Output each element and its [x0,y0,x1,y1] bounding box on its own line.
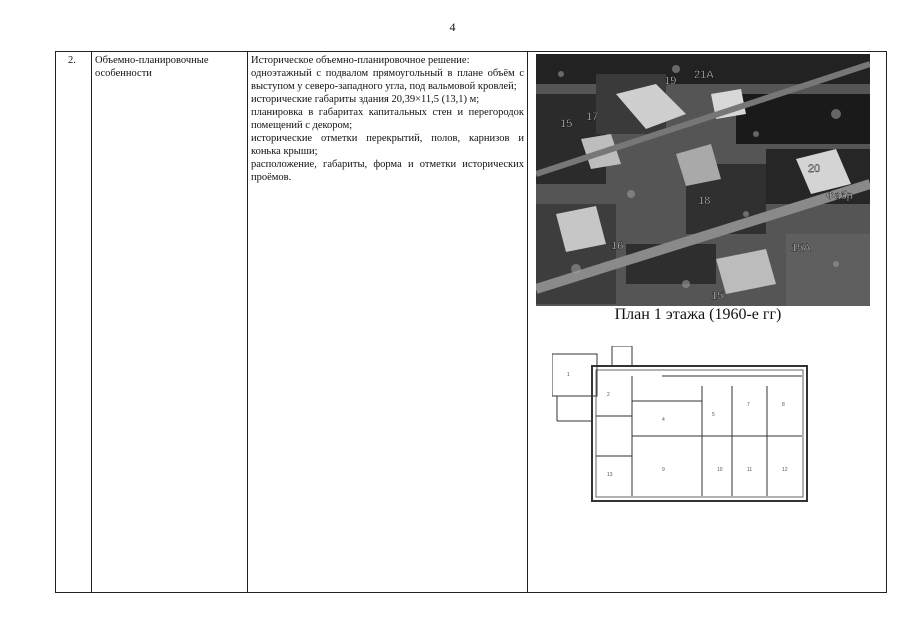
page-number: 4 [449,20,456,34]
svg-text:2: 2 [607,392,610,398]
svg-text:8: 8 [782,402,785,408]
aerial-label: 20 [808,163,821,175]
description-line: расположение, габариты, форма и отметки исторических проёмов. [251,159,524,183]
svg-text:7: 7 [747,402,750,408]
svg-text:12: 12 [782,467,788,473]
svg-text:10: 10 [717,467,723,473]
description-line: исторические отметки перекрытий, полов, карнизов и конька крыши; [251,133,524,157]
aerial-label: Фабр [826,190,853,202]
table-row [56,52,887,593]
row-description [248,52,528,593]
plan-caption: План 1 этажа (1960-е гг) [614,306,782,323]
row-index: 2. [56,52,92,593]
aerial-label: 15 [560,118,573,130]
description-line: одноэтажный с подвалом прямоугольный в плане объём с выступом у северо-западного угла, под вальмовой кровлей; [251,68,524,92]
aerial-photo [536,54,870,306]
aerial-label: 19 [664,75,677,87]
aerial-photo-graphic [536,54,870,306]
description-table [55,51,887,593]
svg-text:11: 11 [747,467,753,473]
svg-text:5: 5 [712,412,715,418]
aerial-label: 15 [711,290,724,302]
description-line: планировка в габаритах капитальных стен и перегородок помещений с декором; [251,107,524,131]
svg-text:1: 1 [567,372,570,378]
row-label: Объемно-планировочные особенности [92,52,248,593]
aerial-label: 18 [698,195,711,207]
floor-plan-drawing [552,346,810,506]
aerial-label: 21А [694,69,714,81]
aerial-label: 17 [586,111,599,123]
aerial-label: 15А [791,242,811,254]
aerial-label: 16 [611,240,624,252]
illustration-cell [528,52,887,593]
description-line: исторические габариты здания 20,39×11,5 (13,1) м; [251,94,480,105]
svg-text:9: 9 [662,467,665,473]
svg-text:13: 13 [607,472,613,478]
svg-text:4: 4 [662,417,665,423]
description-line: Историческое объемно-планировочное решение: [251,55,470,66]
floor-plan-graphic [552,346,810,506]
